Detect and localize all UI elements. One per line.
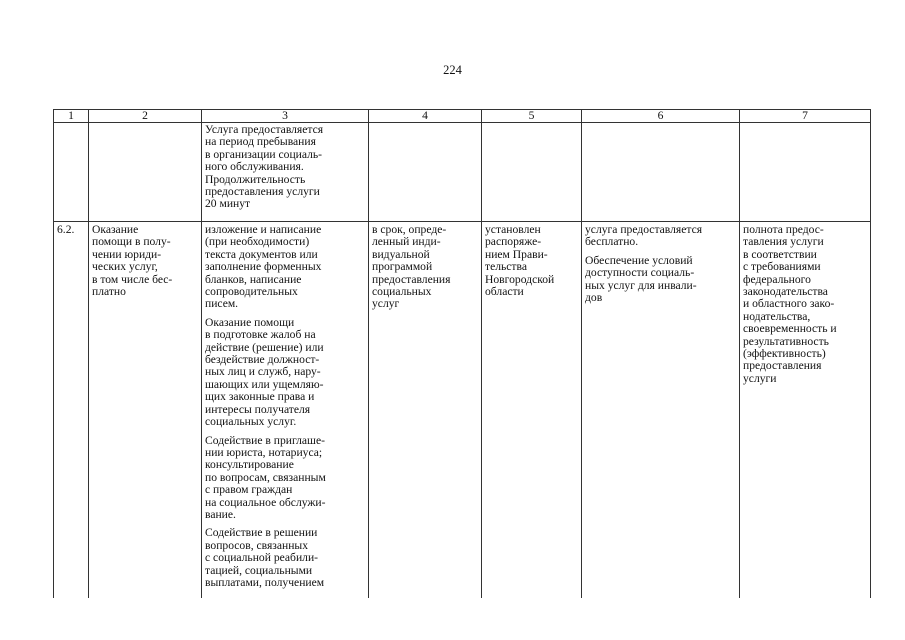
term-cell — [369, 222, 482, 599]
table-row-6-2 — [54, 222, 871, 599]
cell-empty — [89, 123, 202, 222]
service-content-cell — [202, 222, 369, 599]
service-name-cell — [89, 222, 202, 599]
quality-indicators: полнота предос- тавления услуги в соответствии с требованиями федерального законодательства и областного зако- нодательства, своевременность и результативность (эффективность) предоставления услуги — [743, 223, 837, 385]
column-header-3: 3 — [202, 110, 369, 123]
conditions-paragraph-1: услуга предоставляется бесплатно. — [585, 223, 703, 249]
column-header-2: 2 — [89, 110, 202, 123]
column-header-5: 5 — [482, 110, 582, 123]
column-header-7: 7 — [740, 110, 871, 123]
quality-cell — [740, 222, 871, 599]
column-header-4: 4 — [369, 110, 482, 123]
tariff-basis: установлен распоряже- нием Прави- тельства Новгородской области — [485, 223, 555, 299]
conditions-paragraph-2: Обеспечение условий доступности социаль- ных услуг для инвали- дов — [585, 253, 697, 305]
tariff-cell — [482, 222, 582, 599]
cell-empty — [482, 123, 582, 222]
cell-empty — [740, 123, 871, 222]
content-paragraph-3: Содействие в приглаше- нии юриста, нотариуса; консультирование по вопросам, связанным с правом граждан на социальное обслужи- вание. — [205, 433, 326, 521]
content-paragraph-2: Оказание помощи в подготовке жалоб на действие (решение) или бездействие должност- ных лиц и служб, нару- шающих или ущемляю- щих законные права и интересы получателя социальных услуг. — [205, 315, 324, 429]
cell-empty — [369, 123, 482, 222]
content-paragraph-4: Содействие в решении вопросов, связанных с социальной реабили- тацией, социальными выплатами, получением — [205, 526, 325, 589]
cell-service-duration — [202, 123, 369, 222]
conditions-cell — [582, 222, 740, 599]
services-table — [53, 109, 871, 598]
service-duration-text: Услуга предоставляется на период пребывания в организации социаль- ного обслуживания. Продолжительность предоставления услуги 20 минут — [205, 123, 324, 211]
column-header-1: 1 — [54, 110, 89, 123]
service-name: Оказание помощи в полу- чении юриди- ческих услуг, в том числе бес- платно — [92, 223, 173, 299]
service-term: в срок, опреде- ленный инди- видуальной программой предоставления социальных услуг — [372, 223, 451, 311]
page-number: 224 — [443, 63, 462, 77]
content-paragraph-1: изложение и написание (при необходимости) текста документов или заполнение форменных бланков, написание сопроводительных писем. — [205, 223, 322, 311]
column-number-header-row — [54, 110, 871, 123]
cell-empty — [582, 123, 740, 222]
continuation-row — [54, 123, 871, 222]
row-number: 6.2. — [54, 222, 89, 599]
cell-empty — [54, 123, 89, 222]
column-header-6: 6 — [582, 110, 740, 123]
